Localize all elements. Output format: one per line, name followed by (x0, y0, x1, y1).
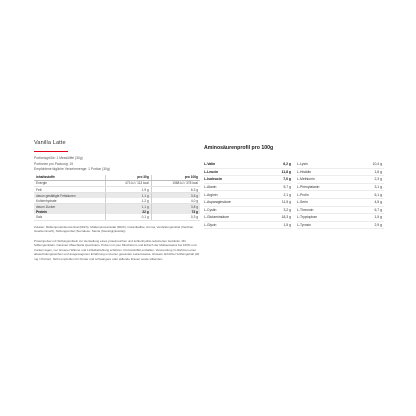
list-item (297, 169, 384, 177)
list-item (204, 169, 291, 177)
amino-value: 6,7 g (374, 207, 382, 212)
row-value-100g: 1588 kJ / 378 kcal (151, 180, 200, 186)
amino-value: 4,5 g (374, 200, 382, 205)
header-per-100g: pro 100g (151, 175, 200, 181)
row-value-30g: 1,9 g (105, 186, 151, 192)
amino-name: L-Histidin (297, 169, 312, 174)
amino-name: L-Tyrosin (297, 223, 311, 228)
amino-value: 2,9 g (374, 223, 382, 228)
amino-value: 5,7 g (283, 185, 291, 190)
amino-value: 6,2 g (283, 162, 291, 167)
amino-value: 1,5 g (283, 223, 291, 228)
row-name: Salz (34, 214, 105, 220)
row-name: Protein (34, 209, 105, 214)
list-item (204, 184, 291, 192)
list-item (204, 222, 291, 230)
header-per-30g: pro 30g (105, 175, 151, 181)
amino-name: L-Glutaminsäure (204, 215, 230, 220)
list-item (297, 184, 384, 192)
title-underline (34, 151, 68, 152)
row-value-100g: 0,3 g (151, 214, 200, 220)
amino-name: L-Prolin (297, 192, 309, 197)
list-item (204, 214, 291, 222)
list-item (204, 176, 291, 184)
usage-note: Proteinpulver mit Süßungsmitteln zur Herstellung eines proteinreichen und kohlenhydrat-reduzierten Getränks. Mit Süßungsmitteln. Caramel: Mauchiaria Quarzstein. Pulver mit your Mischstrom und Erbsch der Molkeeiweiss bei 100% und trocken legen, nur Gruener Wärme und Lichtabstrahlung schützen. Portionslöffel enthalten. Verwendung im Rahmen einer abwechslungsreichen und ausgewogenen Ernährung und einer gesunden Lebensweise. Hinweis: Erhöhter Koffeingehalt (40 mg / Portion). Nicht empfohlen für Kinder und schwangere oder stillende Frauen sowie stillenden. (34, 238, 200, 261)
row-name: Energie (34, 180, 105, 186)
row-value-100g: 3,6 g (151, 193, 200, 199)
list-item (297, 176, 384, 184)
amino-name: L-Alanin (204, 185, 217, 190)
amino-name: L-Valin (204, 162, 216, 167)
amino-name: L-Tryptophan (297, 215, 318, 220)
amino-value: 10,4 g (372, 162, 382, 167)
amino-value: 7,0 g (283, 177, 291, 182)
list-item (297, 161, 384, 169)
list-item (204, 191, 291, 199)
ingredients-note: Zutaten: Molkenproteinkonzentrat (Milch), Molkenproteinisolat (Milch), Instantkaffee, Aroma, Verdickungsmittel (Xanthan, Guarkernmehl), Süßungsmittel (Sucralose, Stevia (Steviolglykoside)). (34, 224, 195, 234)
list-item (204, 207, 291, 215)
amino-name: L-Phenylalanin (297, 185, 320, 190)
portions-per-pack: Portionen pro Packung: 15 (34, 161, 74, 166)
amino-name: L-Asparaginsäure (204, 200, 231, 205)
row-name: davon gesättigte Fettsäuren (34, 193, 105, 199)
row-name: Kohlenhydrate (34, 198, 105, 204)
row-value-100g: 6,3 g (151, 186, 200, 192)
amino-name: L-Serin (297, 200, 308, 205)
amino-name: L-Isoleucin (204, 177, 222, 182)
nutrition-table (34, 175, 200, 221)
amino-name: L-Lysin (297, 162, 308, 167)
amino-value: 11,8 g (281, 169, 291, 174)
amino-value: 18,3 g (281, 215, 291, 220)
amino-name: L-Leucin (204, 169, 219, 174)
amino-name: L-Glycin (204, 223, 217, 228)
row-value-100g: 73 g (151, 209, 200, 214)
amino-value: 3,1 g (374, 185, 382, 190)
row-value-30g: 1,2 g (105, 198, 151, 204)
amino-value: 11,5 g (281, 200, 291, 205)
list-item (297, 222, 384, 230)
list-item (204, 161, 291, 169)
amino-name: L-Cystin (204, 207, 217, 212)
row-value-30g: 22 g (105, 209, 151, 214)
amino-column-left (204, 161, 291, 229)
row-value-100g: 3,8 g (151, 204, 200, 210)
amino-value: 2,1 g (283, 192, 291, 197)
list-item (204, 199, 291, 207)
header-ingredients: Inhaltsstoffe (34, 175, 105, 181)
row-name: Fett (34, 186, 105, 192)
portion-size: Portionsgröße: 1 Messlöffel (30g) (34, 156, 83, 160)
nutrition-section (34, 140, 202, 261)
amino-name: L-Methionin (297, 177, 315, 182)
row-value-30g: 0,1 g (105, 214, 151, 220)
row-value-30g: 1,1 g (105, 193, 151, 199)
table-row (34, 214, 200, 220)
daily-recommendation: Empfohlene tägliche Verzehrmenge: 1 Portion (30g) (34, 167, 110, 172)
amino-title: Aminosäurenprofil pro 100g (204, 145, 274, 151)
amino-value: 3,2 g (283, 207, 291, 212)
row-value-30g: 1,1 g (105, 204, 151, 210)
amino-value: 2,3 g (374, 177, 382, 182)
product-title: Vanilla Latte (34, 140, 66, 146)
amino-section (204, 145, 384, 229)
amino-value: 1,5 g (374, 215, 382, 220)
amino-value: 6,1 g (374, 192, 382, 197)
list-item (297, 199, 384, 207)
amino-value: 1,6 g (374, 169, 382, 174)
list-item (297, 191, 384, 199)
amino-name: L-Threonin (297, 207, 314, 212)
amino-column-right (297, 161, 384, 229)
row-name: davon Zucker (34, 204, 105, 210)
amino-columns (204, 161, 384, 229)
row-value-30g: 473 kJ / 113 kcal (105, 180, 151, 186)
list-item (297, 207, 384, 215)
list-item (297, 214, 384, 222)
row-value-100g: 4,0 g (151, 198, 200, 204)
amino-name: L-Arginin (204, 192, 218, 197)
